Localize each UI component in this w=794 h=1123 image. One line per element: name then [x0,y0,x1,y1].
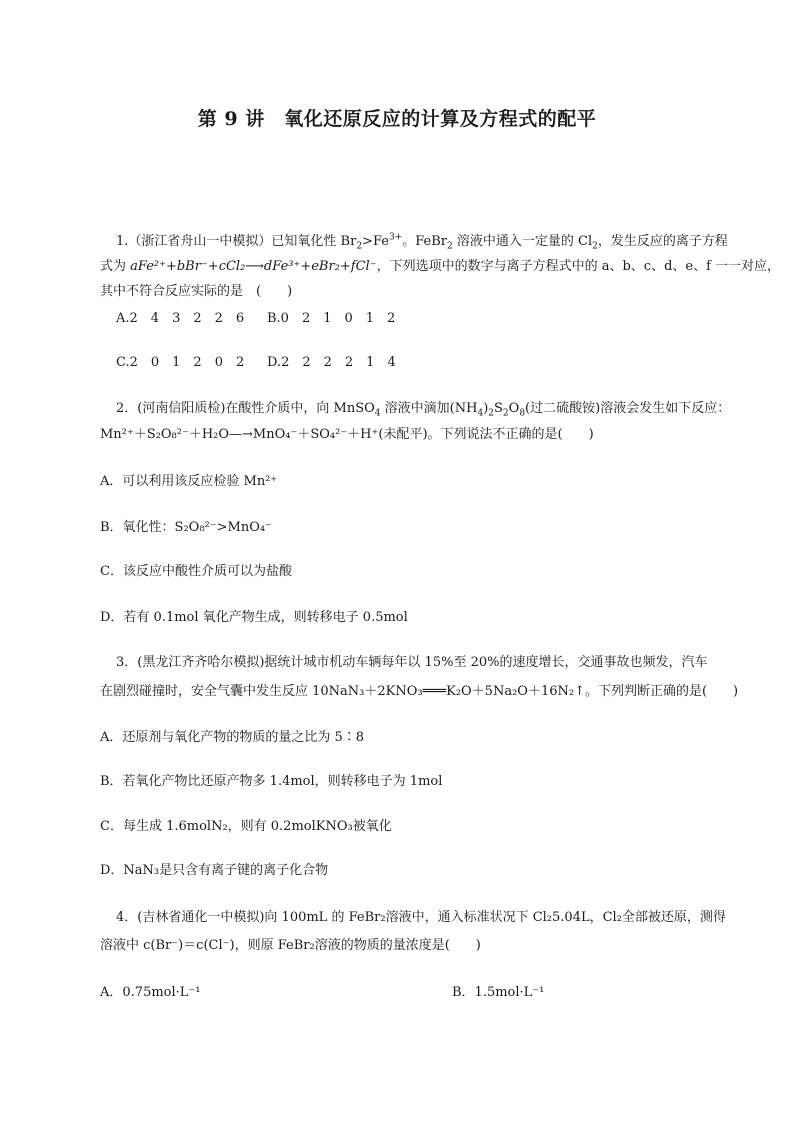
q2-text-d: S [494,401,503,416]
q1-sup-3plus: 3+ [388,232,403,243]
q2-line-1 [116,398,730,420]
q2-text-c: ) [483,401,489,416]
q2-sub-4a: 4 [374,408,381,419]
q1-line2-prefix: 式为 [100,259,131,274]
q2-sub-4b: 4 [477,408,484,419]
q2-line-2 [100,424,594,446]
q4-option-b[interactable]: B．1.5mol·L⁻¹ [452,985,545,1000]
q1-option-b[interactable]: B.0 2 1 0 1 2 [267,311,396,326]
q3-line2-suffix: 。下列判断正确的是( ) [584,684,739,699]
q2-option-b[interactable]: B．氧化性：S₂O₈²⁻>MnO₄⁻ [100,520,272,535]
q1-text-b: >Fe [362,234,389,249]
q3-line2-prefix: 在剧烈碰撞时，安全气囊中发生反应 [100,684,313,699]
q2-text-a: 2．(河南信阳质检)在酸性介质中，向 MnSO [116,401,375,416]
q2-text-f: (过二硫酸铵)溶液会发生如下反应： [525,401,731,416]
q1-line-3: 其中不符合反应实际的是 ( ) [100,284,293,299]
q3-option-b[interactable]: B．若氧化产物比还原产物多 1.4mol，则转移电子为 1mol [100,774,443,789]
q3-line-1: 3．(黑龙江齐齐哈尔模拟)据统计城市机动车辆每年以 15%至 20%的速度增长，交通事故也频发，汽车 [116,655,708,670]
q2-sub-8: 8 [519,408,526,419]
q1-equation: aFe²⁺+bBr⁻+cCl₂⟶dFe³⁺+eBr₂+fCl⁻ [130,259,377,274]
q1-text-c: 。FeBr [402,234,448,249]
q1-line-2 [100,256,780,278]
page-title: 第 9 讲 氧化还原反应的计算及方程式的配平 [197,108,597,130]
q3-option-d[interactable]: D．NaN₃是只含有离子键的离子化合物 [100,863,329,878]
q1-sub-2b: 2 [447,241,453,252]
q1-line-1 [116,231,728,253]
q1-option-c[interactable]: C.2 0 1 2 0 2 [116,355,245,370]
q2-sub-2a: 2 [488,408,494,419]
q1-text-d: 溶液中通入一定量的 Cl [452,234,593,249]
q4-line-1: 4．(吉林省通化一中模拟)向 100mL 的 FeBr₂溶液中，通入标准状况下 Cl₂5.04L，Cl₂全部被还原，测得 [116,910,726,925]
q1-text-e: ，发生反应的离子方程 [597,234,728,249]
q2-text-e: O [508,401,520,416]
q1-option-a[interactable]: A.2 4 3 2 2 6 [116,311,245,326]
q1-text-a: 1.（浙江省舟山一中模拟）已知氧化性 Br [116,234,357,249]
q2-text-b: 溶液中滴加(NH [380,401,478,416]
q4-line-2: 溶液中 c(Br⁻)＝c(Cl⁻)，则原 FeBr₂溶液的物质的量浓度是( ) [100,938,481,953]
q2-option-c[interactable]: C．该反应中酸性介质可以为盐酸 [100,564,292,579]
q3-equation: 10NaN₃＋2KNO₃═══K₂O＋5Na₂O＋16N₂↑ [312,684,585,699]
q2-note: (未配平)。下列说法不正确的是( ) [378,427,594,442]
q3-option-c[interactable]: C．每生成 1.6molN₂，则有 0.2molKNO₃被氧化 [100,819,392,834]
q3-option-a[interactable]: A．还原剂与氧化产物的物质的量之比为 5∶8 [100,730,365,745]
q1-sub-2a: 2 [356,241,363,252]
q2-sub-2b: 2 [502,408,509,419]
q1-line2-suffix: ，下列选项中的数字与离子方程式中的 a、b、c、d、e、f 一一对应， [376,259,781,274]
q2-option-d[interactable]: D．若有 0.1mol 氧化产物生成，则转移电子 0.5mol [100,610,408,625]
q1-sub-2c: 2 [592,241,598,252]
q1-option-d[interactable]: D.2 2 2 2 1 4 [267,355,396,370]
q2-equation: Mn²⁺＋S₂O₈²⁻＋H₂O—→MnO₄⁻＋SO₄²⁻＋H⁺ [100,427,379,442]
q2-option-a[interactable]: A．可以利用该反应检验 Mn²⁺ [100,474,278,489]
q3-line-2 [100,681,738,703]
q4-option-a[interactable]: A．0.75mol·L⁻¹ [100,985,201,1000]
